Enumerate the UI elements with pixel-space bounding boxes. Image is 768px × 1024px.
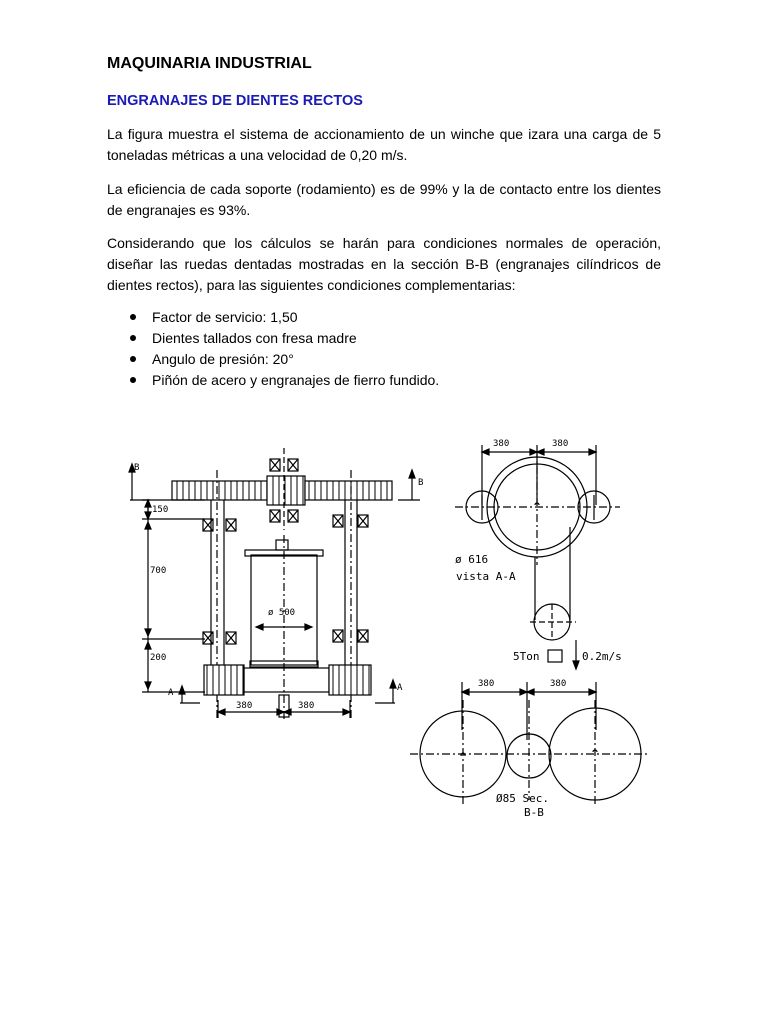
top-pinion [267, 476, 305, 505]
view-a-labels [455, 439, 622, 663]
dim-380-b-right: 380 [550, 679, 567, 689]
section-b [410, 682, 650, 805]
label-a-left: A [168, 688, 174, 698]
bullet-icon [130, 335, 136, 341]
dim-150: 150 [152, 505, 169, 515]
paragraph-problem: La figura muestra el sistema de accionamiento de un winche que izara una carga de 5 toneladas métricas a una velocidad de 0,20 m/s. [107, 126, 661, 163]
dim-380-b-left: 380 [478, 679, 495, 689]
list-item: Piñón de acero y engranajes de fierro fundido. [107, 370, 439, 391]
list-item: Dientes tallados con fresa madre [107, 328, 439, 349]
bullet-icon [130, 356, 136, 362]
paragraph-efficiency: La eficiencia de cada soporte (rodamiento) es de 99% y la de contacto entre los dientes de engranajes es 93%. [107, 181, 661, 218]
load-label: 5Ton [513, 650, 540, 663]
diameter-616: ø 616 [455, 553, 489, 566]
vista-caption: vista A-A [456, 570, 516, 583]
bullet-icon [130, 314, 136, 320]
conditions-list [107, 307, 439, 391]
top-gear-left [172, 481, 267, 500]
paragraph-conditions: Considerando que los cálculos se harán para condiciones normales de operación, diseñar las ruedas dentadas mostradas en la sección B-B (engranajes cilíndricos de dientes rectos), para las siguientes condiciones complementarias: [107, 235, 661, 293]
section-title: ENGRANAJES DE DIENTES RECTOS [107, 93, 363, 109]
list-item: Factor de servicio: 1,50 [107, 307, 439, 328]
bullet-icon [130, 377, 136, 383]
dim-380-a-left: 380 [493, 439, 510, 449]
document-title: MAQUINARIA INDUSTRIAL [107, 55, 312, 72]
front-view [129, 448, 420, 720]
list-item: Angulo de presión: 20° [107, 349, 439, 370]
dim-380-a-right: 380 [552, 439, 569, 449]
section-caption-1: Ø85 Sec. [496, 792, 549, 805]
label-b-right: B [418, 478, 424, 488]
dim-500: ø 500 [268, 608, 296, 618]
section-b-labels [478, 679, 566, 819]
label-a-right: A [397, 683, 403, 693]
speed-label: 0.2m/s [582, 650, 622, 663]
dim-380-left: 380 [236, 701, 253, 711]
label-b: B [134, 463, 140, 473]
bottom-gear-left [204, 665, 244, 695]
dim-700: 700 [150, 566, 167, 576]
bottom-gear-right [329, 665, 371, 695]
top-gear-right [305, 481, 392, 500]
section-caption-2: B-B [524, 806, 544, 819]
winch-drawing [110, 425, 655, 845]
dim-380-right: 380 [298, 701, 315, 711]
dim-200: 200 [150, 653, 167, 663]
